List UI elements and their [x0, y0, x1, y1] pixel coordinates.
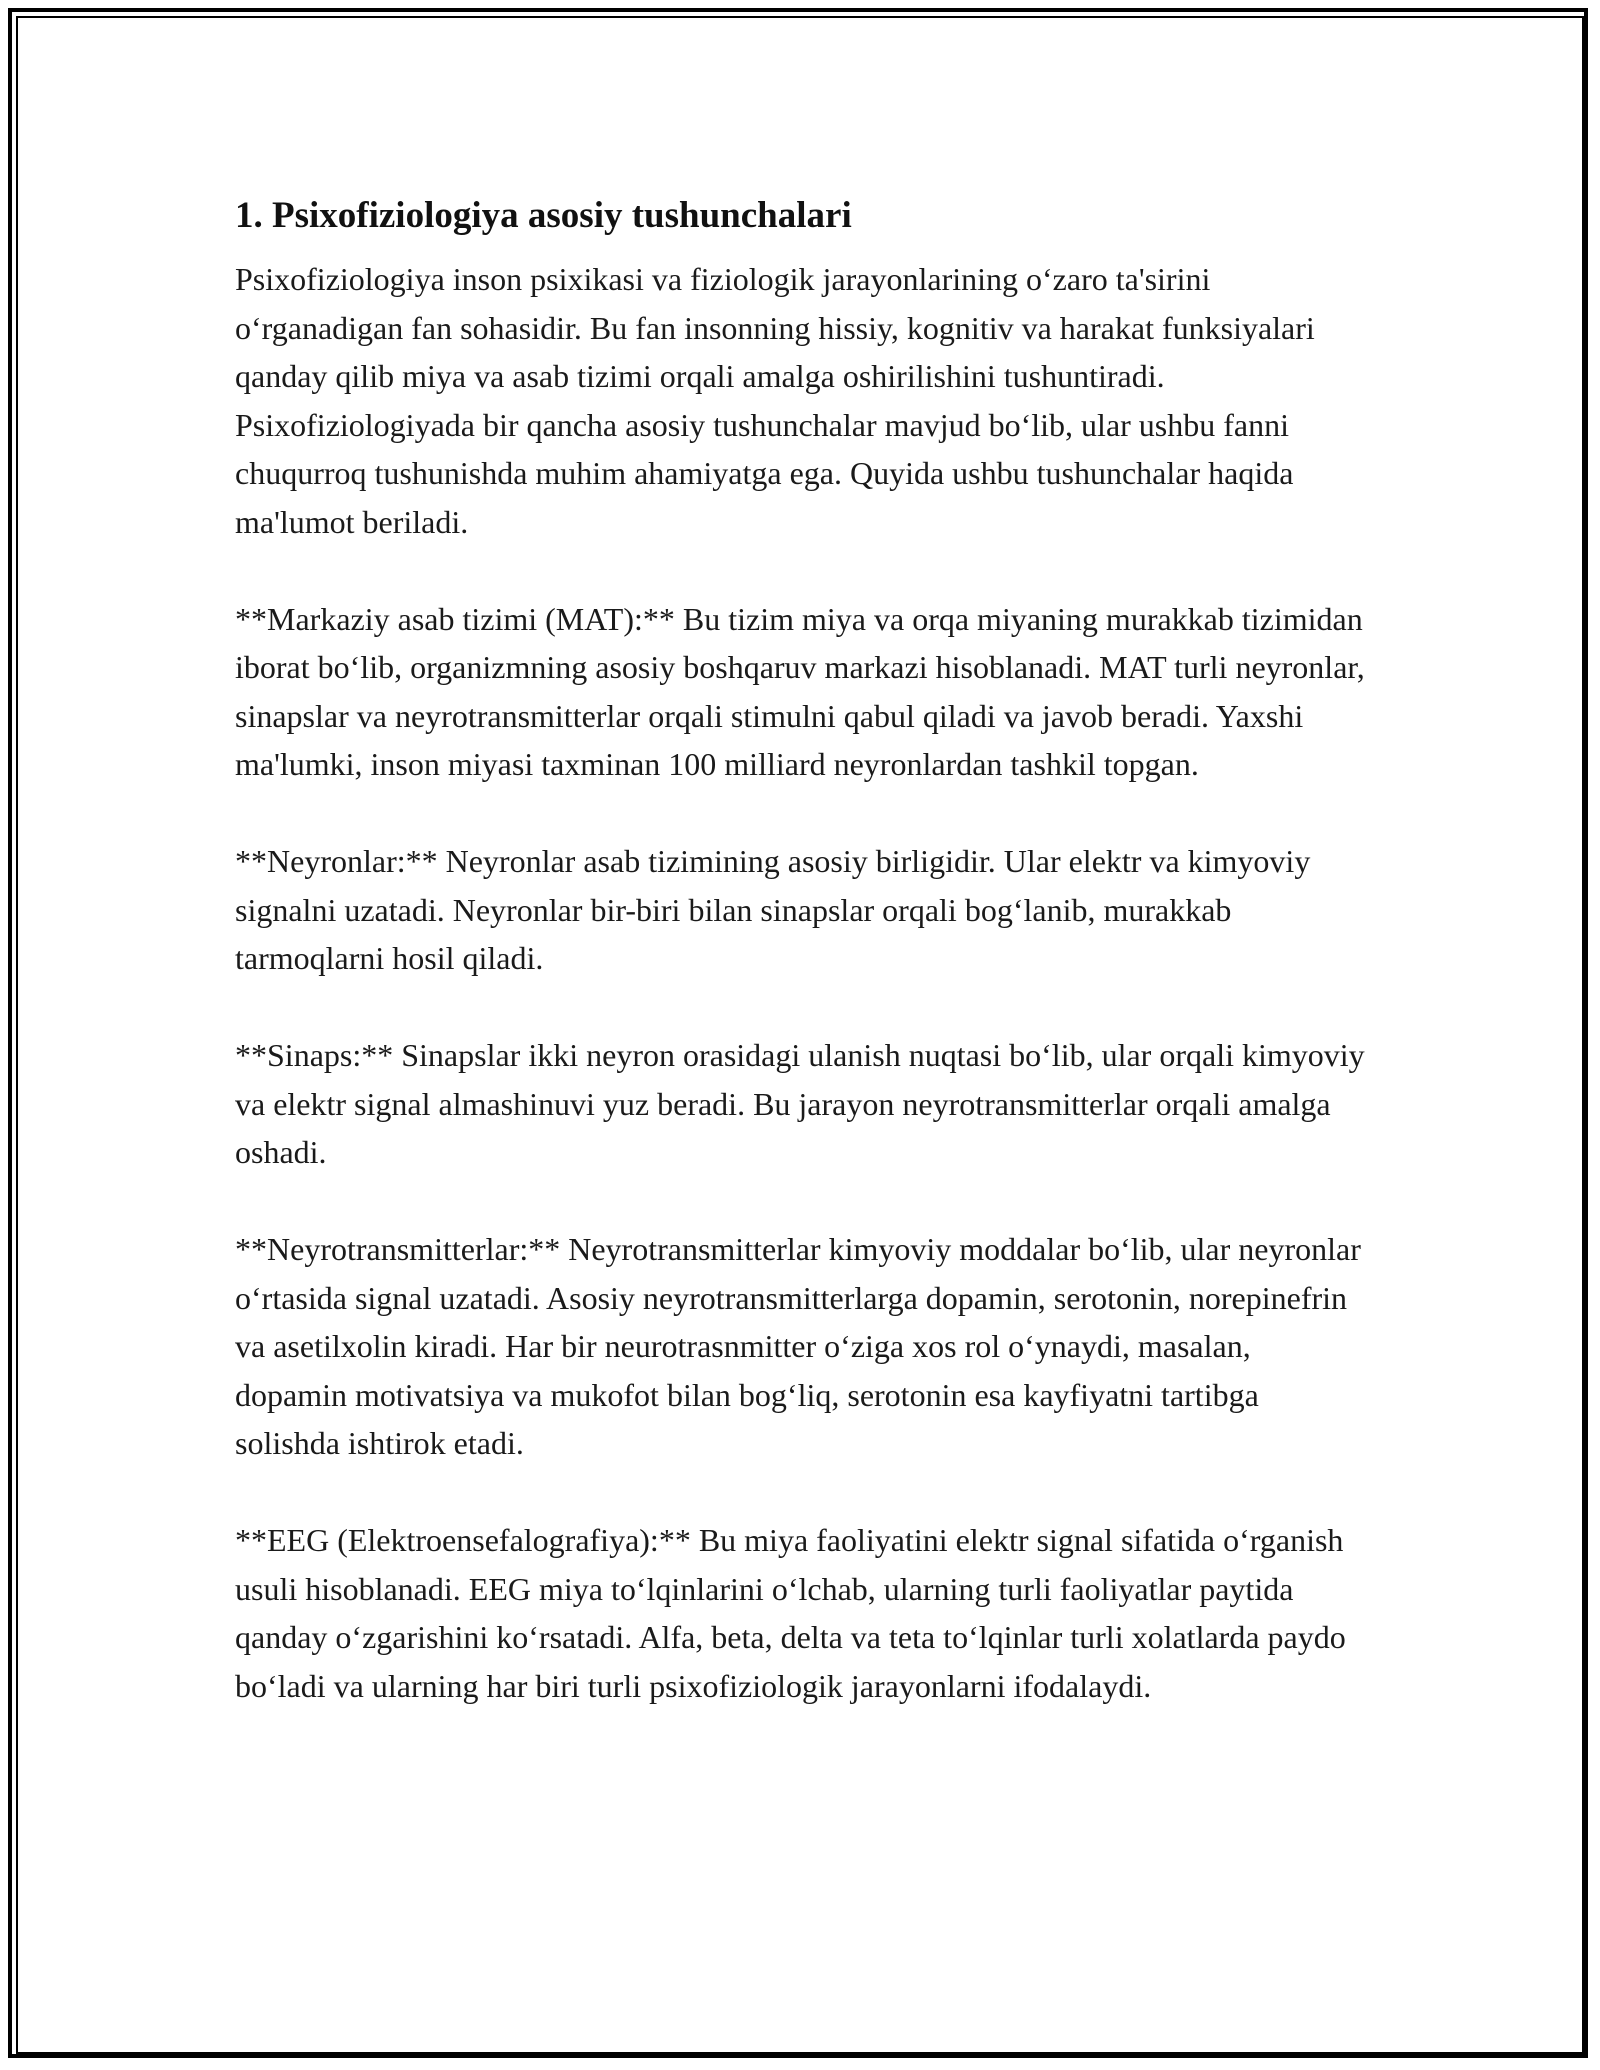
paragraph-neyrotransmitterlar: **Neyrotransmitterlar:** Neyrotransmitterlar kimyoviy moddalar bo‘lib, ular neyronlar o‘rtasida signal uzatadi. Asosiy neyrotransmitterlarga dopamin, serotonin, norepinefrin va asetilxolin kiradi. Har bir neurotrasnmitter o‘ziga xos rol o‘ynaydi, masalan, dopamin motivatsiya va mukofot bilan bog‘liq, serotonin esa kayfiyatni tartibga solishda ishtirok etadi. — [235, 1231, 1361, 1461]
paragraph-neyronlar: **Neyronlar:** Neyronlar asab tizimining asosiy birligidir. Ular elektr va kimyoviy signalni uzatadi. Neyronlar bir-biri bilan sinapslar orqali bog‘lanib, murakkab tarmoqlarni hosil qiladi. — [235, 843, 1311, 976]
paragraph-mat: **Markaziy asab tizimi (MAT):** Bu tizim miya va orqa miyaning murakkab tizimidan iborat bo‘lib, organizmning asosiy boshqaruv markazi hisoblanadi. MAT turli neyronlar, sinapslar va neyrotransmitterlar orqali stimulni qabul qiladi va javob beradi. Yaxshi ma'lumki, inson miyasi taxminan 100 milliard neyronlardan tashkil topgan. — [235, 600, 1365, 782]
paragraph-intro: Psixofiziologiya inson psixikasi va fiziologik jarayonlarining o‘zaro ta'sirini o‘rganadigan fan sohasidir. Bu fan insonning hissiy, kognitiv va harakat funksiyalari qanday qilib miya va asab tizimi orqali amalga oshirilishini tushuntiradi. Psixofiziologiyada bir qancha asosiy tushunchalar mavjud bo‘lib, ular ushbu fanni chuqurroq tushunishda muhim ahamiyatga ega. Quyida ushbu tushunchalar haqida ma'lumot beriladi. — [235, 261, 1315, 540]
document-page — [235, 188, 1370, 1759]
paragraph-sinaps: **Sinaps:** Sinapslar ikki neyron orasidagi ulanish nuqtasi bo‘lib, ular orqali kimyoviy va elektr signal almashinuvi yuz beradi. Bu jarayon neyrotransmitterlar orqali amalga oshadi. — [235, 1037, 1365, 1170]
section-title: 1. Psixofiziologiya asosiy tushunchalari — [235, 195, 852, 236]
paragraph-eeg: **EEG (Elektroensefalografiya):** Bu miya faoliyatini elektr signal sifatida o‘rganish usuli hisoblanadi. EEG miya to‘lqinlarini o‘lchab, ularning turli faoliyatlar paytida qanday o‘zgarishini ko‘rsatadi. Alfa, beta, delta va teta to‘lqinlar turli xolatlarda paydo bo‘ladi va ularning har biri turli psixofiziologik jarayonlarni ifodalaydi. — [235, 1522, 1346, 1704]
